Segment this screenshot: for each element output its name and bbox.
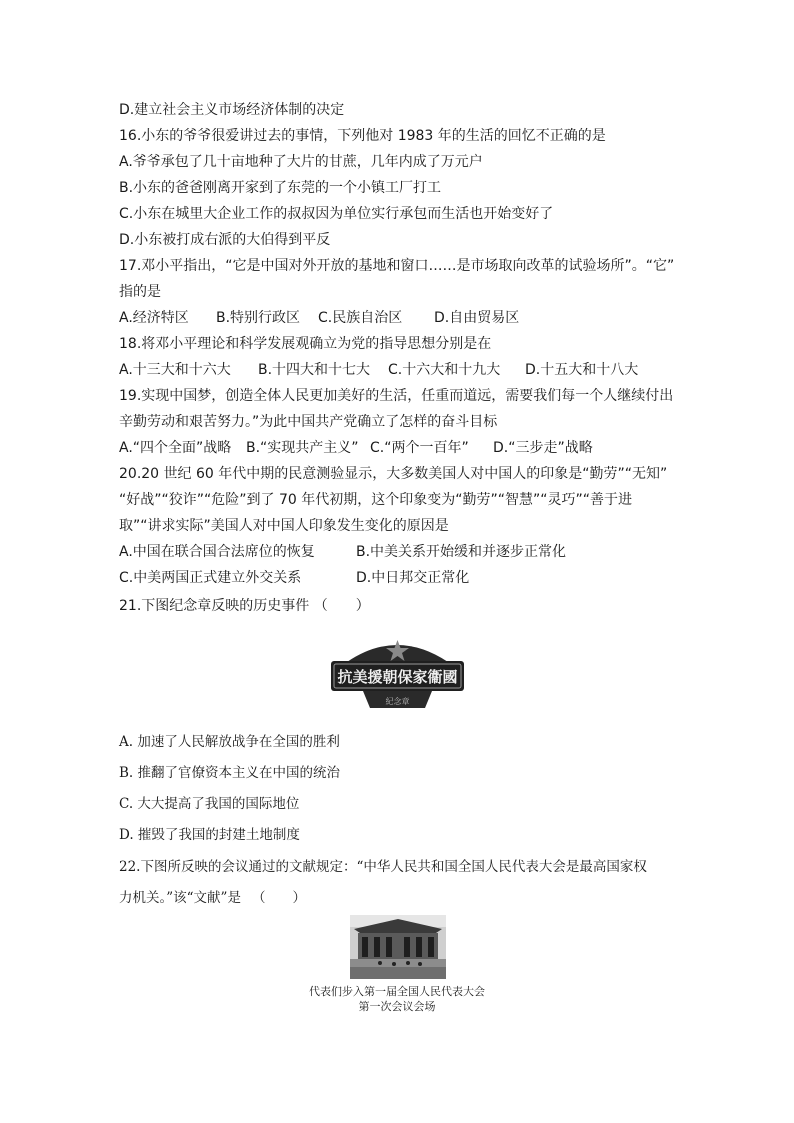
q17-stem-line1: 17.邓小平指出，“它是中国对外开放的基地和窗口……是市场取向改革的试验场所”。“它” [119, 258, 675, 274]
badge-title-text: 抗美援朝保家衞國 [337, 668, 458, 686]
q19-stem-line2: 辛勤劳动和艰苦努力。”为此中国共产党确立了怎样的奋斗目标 [119, 414, 498, 430]
q21-option-c: C. 大大提高了我国的国际地位 [119, 796, 300, 812]
q18-stem: 18.将邓小平理论和科学发展观确立为党的指导思想分别是在 [119, 336, 492, 352]
congress-hall-photo [350, 915, 446, 979]
q19-option-c: C.“两个一百年” [370, 440, 469, 456]
q18-option-a: A.十三大和十六大 [119, 362, 231, 378]
q20-stem-line2: “好战”“狡诈”“危险”到了 70 年代初期，这个印象变为“勤劳”“智慧”“灵巧”“善于进 [119, 492, 633, 508]
q18-option-d: D.十五大和十八大 [525, 362, 639, 378]
q20-stem-line1: 20.20 世纪 60 年代中期的民意测验显示，大多数美国人对中国人的印象是“勤劳”“无知” [119, 466, 668, 482]
q21-option-b: B. 推翻了官僚资本主义在中国的统治 [119, 765, 341, 781]
q22-stem-line1: 22.下图所反映的会议通过的文献规定：“中华人民共和国全国人民代表大会是最高国家权 [119, 859, 647, 875]
q20-option-c: C.中美两国正式建立外交关系 [119, 570, 302, 586]
q19-option-a: A.“四个全面”战略 [119, 440, 232, 456]
q18-option-c: C.十六大和十九大 [388, 362, 501, 378]
q19-option-d: D.“三步走”战略 [493, 440, 593, 456]
q21-option-d: D. 摧毁了我国的封建土地制度 [119, 827, 300, 843]
q19-option-b: B.“实现共产主义” [246, 440, 359, 456]
q19-stem-line1: 19.实现中国梦，创造全体人民更加美好的生活，任重而道远，需要我们每一个人继续付出 [119, 388, 674, 404]
q17-option-c: C.民族自治区 [318, 310, 403, 326]
q16-stem: 16.小东的爷爷很爱讲过去的事情，下列他对 1983 年的生活的回忆不正确的是 [119, 128, 606, 144]
commemorative-badge-image [329, 634, 466, 714]
q21-option-a: A. 加速了人民解放战争在全国的胜利 [119, 734, 340, 750]
q20-option-b: B.中美关系开始缓和并逐步正常化 [356, 544, 567, 560]
q17-option-b: B.特别行政区 [216, 310, 301, 326]
badge-subtitle-text: 紀念章 [385, 697, 410, 706]
q16-option-b: B.小东的爸爸刚离开家到了东莞的一个小镇工厂打工 [119, 180, 442, 196]
photo-caption-line2: 第一次会议会场 [358, 1000, 436, 1013]
q17-option-d: D.自由贸易区 [434, 310, 520, 326]
q20-option-a: A.中国在联合国合法席位的恢复 [119, 544, 315, 560]
q17-option-a: A.经济特区 [119, 310, 189, 326]
q17-stem-line2: 指的是 [119, 284, 161, 300]
q16-option-d: D.小东被打成右派的大伯得到平反 [119, 232, 331, 248]
q20-option-d: D.中日邦交正常化 [356, 570, 470, 586]
q15-option-d: D.建立社会主义市场经济体制的决定 [119, 102, 345, 118]
q16-option-c: C.小东在城里大企业工作的叔叔因为单位实行承包而生活也开始变好了 [119, 206, 554, 222]
q18-option-b: B.十四大和十七大 [258, 362, 371, 378]
q22-stem-line2: 力机关。”该“文献”是 （ ） [119, 890, 306, 906]
q20-stem-line3: 取”“讲求实际”美国人对中国人印象发生变化的原因是 [119, 518, 449, 534]
q16-option-a: A.爷爷承包了几十亩地种了大片的甘蔗，几年内成了万元户 [119, 154, 483, 170]
q21-stem: 21.下图纪念章反映的历史事件 （ ） [119, 598, 370, 614]
photo-caption-line1: 代表们步入第一届全国人民代表大会 [309, 985, 485, 998]
